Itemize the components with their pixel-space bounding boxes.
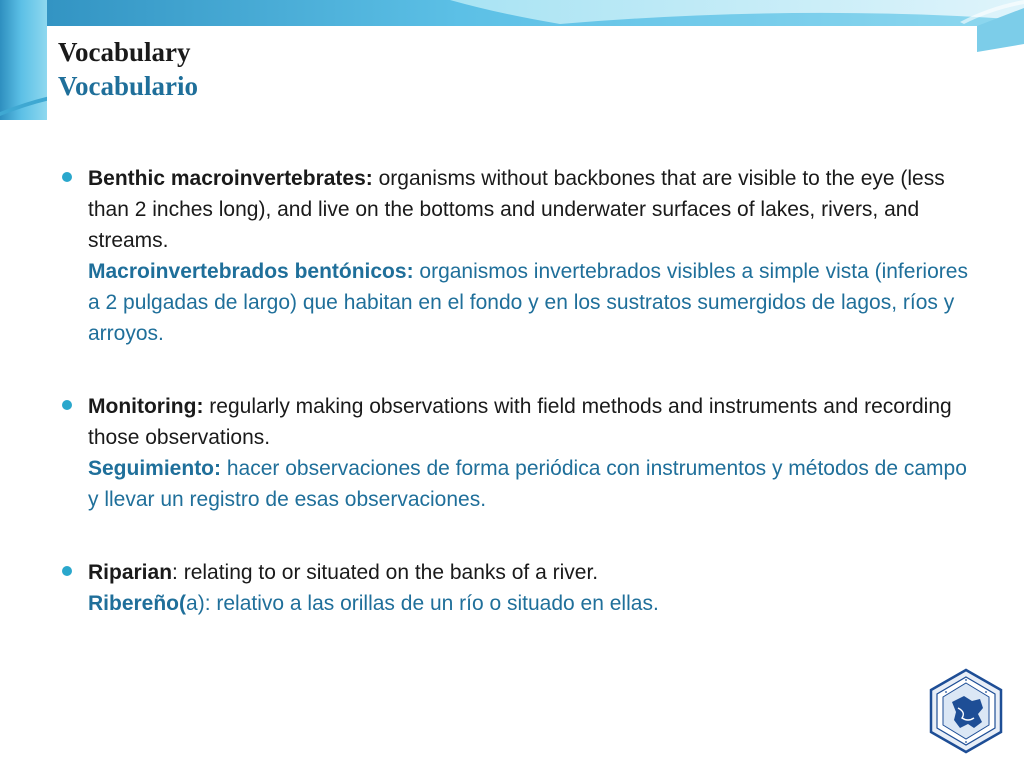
definition-english: [88, 557, 982, 588]
term-spanish: Seguimiento:: [88, 457, 222, 480]
term-english: Riparian: [88, 561, 173, 584]
bullet-icon: [62, 172, 72, 182]
slide-title-spanish: Vocabulario: [58, 71, 199, 101]
definition-text-english: regularly making observations with field methods and instruments and recording those observations.: [88, 395, 952, 449]
term-english: Benthic macroinvertebrates:: [88, 167, 373, 190]
vocabulary-list: [62, 163, 982, 619]
term-spanish: Macroinvertebrados bentónicos:: [88, 260, 414, 283]
definition-text-spanish: hacer observaciones de forma periódica con instrumentos y métodos de campo y llevar un registro de esas observaciones.: [88, 457, 967, 511]
river-commission-seal-icon: [928, 668, 1004, 754]
definition-spanish: [88, 453, 982, 515]
vocabulary-item: [62, 557, 982, 619]
vocabulary-item: [62, 391, 982, 515]
vocabulary-item: [62, 163, 982, 349]
definition-english: [88, 391, 982, 453]
bullet-icon: [62, 400, 72, 410]
definition-english: [88, 163, 982, 256]
definition-text-english: : relating to or situated on the banks of a river.: [172, 561, 599, 584]
definition-spanish: [88, 588, 982, 619]
term-spanish: Ribereño(: [88, 592, 187, 615]
definition-spanish: [88, 256, 982, 349]
slide-title-english: Vocabulary: [58, 37, 191, 67]
definition-text-spanish: a): relativo a las orillas de un río o situado en ellas.: [186, 592, 659, 615]
definition-text-english: organisms without backbones that are visible to the eye (less than 2 inches long), and live on the bottoms and underwater surfaces of lakes, rivers, and streams.: [88, 167, 945, 252]
definition-text-spanish: organismos invertebrados visibles a simple vista (inferiores a 2 pulgadas de largo) que habitan en el fondo y en los sustratos sumergidos de lagos, ríos y arroyos.: [88, 260, 968, 345]
term-english: Monitoring:: [88, 395, 204, 418]
bullet-icon: [62, 566, 72, 576]
